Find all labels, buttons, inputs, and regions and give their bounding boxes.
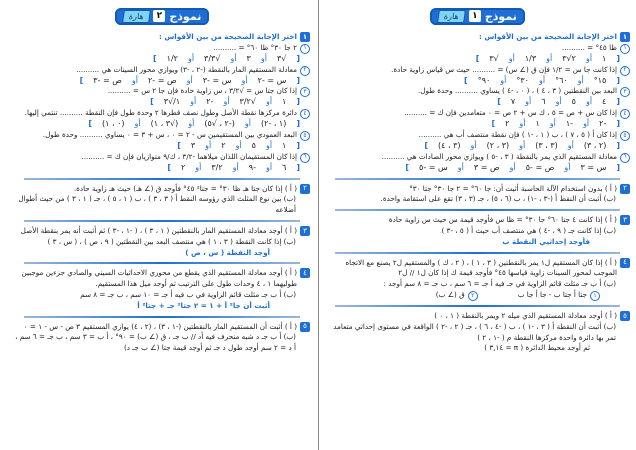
choice-list — [325, 76, 630, 87]
divider — [335, 209, 620, 211]
part-a: ( أ ) أوجد معادلة المستقيم المار بالنقطتين ( ١ ، ٣ ) ، ( -١ ، -٣ ) ثم أثبت أنه يمر بنقطة الأصل — [20, 225, 297, 235]
or-separator: أو — [546, 53, 553, 63]
or-separator: أو — [585, 53, 593, 63]
item-text: معادلة المستقيم الذي يمر بالنقطة ( ٣ ، -٥ ) ويوازي محور الصادات هي .......... — [381, 151, 617, 161]
part-b-cont: ثم أوجد محيط الدائرة ( π = ٣,١٤ ) — [484, 343, 590, 353]
or-separator: أو — [564, 162, 571, 172]
choice-option[interactable]: √٣ — [489, 53, 499, 63]
choice-option[interactable]: س = -٥ — [419, 162, 448, 172]
choice-option[interactable]: ١/√٣ — [163, 97, 181, 107]
or-separator: أو — [241, 75, 248, 85]
bracket: [ — [616, 53, 620, 63]
divider — [335, 305, 620, 307]
bracket: [ — [296, 162, 300, 172]
item-number: ٥ — [620, 131, 630, 141]
bracket: ] — [88, 119, 93, 129]
bracket: [ — [616, 162, 620, 172]
choice-option[interactable]: (√٣ ، ١) — [150, 119, 179, 129]
choice-list — [325, 141, 630, 152]
question-number: ٤ — [620, 258, 630, 268]
badge-number: ٢ — [153, 10, 165, 22]
or-separator: أو — [567, 140, 574, 150]
part-b: (ب) أ ب جـ مثلث قائم الزاوية في جـ فيه أ جـ = ٦ سم ، ب جـ = ٨ سم أوجد : — [383, 279, 616, 289]
item-number: ٣ — [620, 87, 630, 97]
mcq-list — [14, 43, 310, 174]
mcq-item — [14, 108, 310, 119]
question-number: ٤ — [300, 268, 310, 278]
or-separator: أو — [525, 97, 532, 107]
item-text: البعد بين النقطتين ( ٣ ، ٤ ) ، ( ٠ ، -٤ ) يساوي .......... وحدة طول. — [417, 86, 617, 96]
bracket: ] — [177, 140, 181, 150]
or-separator: أو — [538, 75, 546, 85]
part-b: (ب) أثبت أن النقط أ (-٣ ، -١) ، ب (٦ ، ٥) ، جـ (٣ ، ٣) تقع على استقامة واحدة. — [380, 194, 616, 204]
choice-list — [14, 76, 310, 87]
choice-option[interactable]: -٩ — [248, 162, 256, 172]
choice-option[interactable]: -١ — [565, 119, 574, 129]
or-separator: أو — [195, 162, 202, 172]
item-number: ٣ — [300, 87, 310, 97]
or-separator: أو — [190, 97, 197, 107]
choice-option[interactable]: ١ — [535, 119, 540, 129]
question-number: ٢ — [300, 184, 310, 194]
divider — [335, 178, 620, 180]
item-number: ١ — [620, 44, 630, 54]
part-b: (ب) إذا كانت جـ ( ٩ ، -٤ ) هي منتصف أب حيث أ ( ٥ ، -٣ ) — [441, 225, 616, 235]
or-separator: أو — [265, 97, 273, 107]
or-separator: أو — [549, 119, 556, 129]
or-separator: أو — [188, 119, 195, 129]
bracket: ] — [491, 119, 496, 129]
choice-option[interactable]: ١/٣ — [524, 53, 537, 63]
choice-option[interactable]: ٦٠° — [555, 75, 568, 85]
model-2-header — [14, 0, 310, 32]
or-separator: أو — [583, 119, 590, 129]
mcq-item — [325, 108, 630, 119]
item-number: ٤ — [300, 109, 310, 119]
part-b: (ب) أ ب جـ د شبه منحرف فيه أد // ب جـ ، ق (∠ ب) = ٩٠° ، أ ب = ٣ سم ، ب جـ = ٦ سم ، أ د = ٢ سم أوجد طول د جـ ثم أوجد قيمة جتا (∠ ب جـ د) — [15, 332, 296, 353]
sub-number: ٢ — [468, 291, 478, 301]
choice-list — [325, 54, 630, 65]
item-text: إذا كانت جا س = ١/٢ فإن ق (∠ س) = .......... حيث س قياس زاوية حادة. — [391, 64, 617, 74]
choice-option[interactable]: √٣ — [276, 53, 287, 63]
mcq-item — [325, 130, 630, 141]
choice-option[interactable]: ١/٢ — [166, 53, 178, 63]
bracket: ] — [475, 53, 480, 63]
or-separator: أو — [500, 75, 507, 85]
choice-list — [14, 163, 310, 174]
item-number: ٦ — [620, 153, 630, 163]
bracket: ] — [153, 53, 157, 63]
or-separator: أو — [244, 119, 251, 129]
or-separator: أو — [585, 97, 593, 107]
choice-option[interactable]: ٦ — [541, 97, 546, 107]
bracket: ] — [464, 75, 468, 85]
item-text: إذا كان المستقيمان اللذان ميلاهما -٣/٢ ، ك/٩ متوازيان فإن ك = .......... — [81, 151, 297, 161]
choice-option[interactable]: (٣ ، ٤) — [438, 140, 461, 150]
choice-option[interactable]: ١٥° — [593, 75, 607, 85]
choice-option[interactable]: ٦ — [282, 162, 287, 172]
item-number: ٥ — [300, 131, 310, 141]
choice-option[interactable]: ٢ — [505, 119, 510, 129]
part-b: (ب) بين نوع المثلث الذي رؤوسه النقط أ ( ٣ ، ٣ ) ، ب ( ١ ، ٥ ) ، جـ ( ١ ، ٣ ) من حيث أطوال أضلاعه — [18, 194, 296, 215]
choice-option[interactable]: ٣ — [246, 53, 251, 63]
question-1 — [14, 32, 310, 174]
choice-list — [14, 141, 310, 152]
bracket: [ — [296, 97, 300, 107]
bracket: ] — [405, 162, 410, 172]
part-b: (ب) أ ب جـ مثلث قائم الزاوية في ب فيه أ جـ = ١٠ سم ، ب جـ = ٨ سم — [80, 289, 296, 299]
model-1-column — [318, 0, 636, 450]
model-1-header — [325, 0, 630, 32]
badge-tag: هارة — [437, 10, 466, 23]
bracket: [ — [616, 140, 620, 150]
mcq-item — [14, 86, 310, 97]
choice-option[interactable]: -٢ — [206, 97, 214, 107]
or-separator: أو — [223, 97, 230, 107]
divider — [24, 316, 300, 318]
question-2 — [14, 184, 310, 216]
choice-option[interactable]: ٣٠° — [516, 75, 529, 85]
item-number: ٤ — [620, 109, 630, 119]
question-number: ٥ — [620, 311, 630, 321]
part-b: (ب) أثبت أن النقطة أ ( ٣ ، -١ ) ، ب ( -٤ ، ٦ ) ، جـ ( ٢ ، -٢ ) الواقعة في مستوى إحداثي متعامد تمر بها دائرة واحدة مركزها النقطة م ( -١ ، ٢ ) — [333, 321, 616, 342]
item-text: معادلة المستقيم المار بالنقطة (-٢ ، -٣) ويوازي محور السينات هي .......... — [76, 64, 297, 74]
item-number: ٢ — [620, 66, 630, 76]
bracket: ] — [79, 75, 84, 85]
choice-option[interactable]: ٩٠° — [477, 75, 491, 85]
choice-option[interactable]: ١ — [282, 140, 287, 150]
question-3 — [325, 215, 630, 247]
divider — [335, 252, 620, 254]
mcq-item — [325, 65, 630, 76]
choice-option[interactable]: ٣ — [190, 140, 196, 150]
choice-option[interactable]: س = ٣ — [580, 162, 607, 172]
bracket: ] — [167, 162, 171, 172]
sub-part-1: جتا أ جتا ب - جا أ جا ب — [517, 289, 587, 299]
part-b: (ب) إذا كانت النقطة ( ٣ ، ١ ) هي منتصف البعد بين النقطتين ( ٩ ، ص ) ، ( س ، ٣ ) — [47, 236, 296, 246]
choice-list — [14, 97, 310, 108]
choice-option[interactable]: (٣ ، ٢) — [486, 140, 510, 150]
item-text: إذا كان س + ص = ٥ ، ك س + ٢ ص = ٠ متعامدين فإن ك = .......... — [404, 108, 617, 118]
choice-option[interactable]: √٣/٣ — [204, 53, 221, 63]
mcq-item — [14, 43, 310, 54]
mcq-item — [325, 86, 630, 97]
choice-option[interactable]: -٢ — [599, 119, 607, 129]
choice-option[interactable]: (٢ ، ٣) — [583, 140, 607, 150]
bracket: ] — [424, 140, 428, 150]
badge-number: ١ — [469, 10, 481, 22]
or-separator: أو — [519, 140, 526, 150]
choice-option[interactable]: ص = -٣ — [93, 75, 122, 85]
bracket: [ — [296, 140, 300, 150]
question-heading: اختر الإجابة الصحيحة من بين الأقواس : — [158, 32, 297, 41]
sub-number: ١ — [590, 291, 600, 301]
choice-option[interactable]: (٠ ، ١) — [102, 119, 125, 129]
choice-option[interactable]: (-٢ ، √٥) — [204, 119, 235, 129]
or-separator: أو — [265, 140, 273, 150]
question-number: ٢ — [620, 184, 630, 194]
item-text: إذا كان أ ( ٥ ، ٧ ) ، ب ( ١ ، -١ ) فإن نقطة منتصف أب هي .......... — [418, 129, 617, 139]
choice-option[interactable]: ٥ — [571, 97, 576, 107]
choice-option[interactable]: ص = -٢ — [148, 75, 177, 85]
item-text: دائرة مركزها نقطة الأصل وطول نصف قطرها ٢ وحدة طول فإن النقطة .......... تنتمي إليها. — [24, 108, 297, 118]
or-separator: أو — [131, 75, 138, 85]
part-a: ( أ ) إذا كان جتا هـ ظا ٣٠° = جتا² ٤٥° فأوجد ق (∠ هـ) حيث هـ زاوية حادة. — [73, 183, 297, 193]
divider — [24, 220, 300, 222]
badge-title: نموذج — [484, 9, 517, 23]
choice-option[interactable]: ٥ — [251, 140, 256, 150]
mcq-list — [325, 43, 630, 174]
bracket: [ — [616, 97, 620, 107]
question-2 — [325, 184, 630, 206]
question-heading: اختر الإجابة الصحيحة من بين الأقواس : — [478, 32, 617, 41]
bracket: [ — [296, 53, 300, 63]
choice-option[interactable]: ٧ — [510, 97, 516, 107]
question-1 — [325, 32, 630, 174]
or-separator: أو — [509, 162, 516, 172]
question-number: ١ — [620, 32, 630, 42]
bracket: ] — [497, 97, 501, 107]
choice-option[interactable]: ١ — [602, 53, 607, 63]
choice-option[interactable]: ص = ٣ — [473, 162, 500, 172]
or-separator: أو — [232, 162, 239, 172]
bracket: [ — [616, 119, 620, 129]
or-separator: أو — [519, 119, 526, 129]
part-a: ( أ ) بدون استخدام الآلة الحاسبة أثبت أن: جا ٦٠° = ٢ جا ٣٠° جتا ٣٠° — [409, 183, 617, 193]
or-separator: أو — [577, 75, 584, 85]
choice-option[interactable]: ٤ — [602, 97, 607, 107]
badge-title: نموذج — [169, 9, 202, 23]
choice-option[interactable]: ٣/٢ — [211, 162, 223, 172]
divider — [24, 178, 300, 180]
part-b-cont: أوجد النقطة ( س ، ص ) — [185, 247, 270, 257]
choice-list — [14, 119, 310, 130]
choice-option[interactable]: (٣ ، ٣) — [535, 140, 558, 150]
choice-list — [325, 119, 630, 130]
part-a: ( أ ) أثبت أن المستقيم المار بالنقطتين (-١ ، ٣) ، (٢ ، ٤) يوازي المستقيم ٣ ص - س - ١ = ٠ — [23, 321, 297, 331]
model-badge — [430, 8, 525, 25]
part-a: ( أ ) إذا كانت ٤ جتا ٦٠° جا ٣٠° = ظا س فأوجد قيمة س حيث س زاوية حادة — [388, 215, 617, 225]
mcq-item — [325, 43, 630, 54]
or-separator: أو — [235, 140, 242, 150]
or-separator: أو — [555, 97, 562, 107]
item-text: ٢ جا ٣٠° ظا ٦٠° = .......... — [213, 42, 297, 52]
question-5 — [14, 322, 310, 354]
or-separator: أو — [186, 75, 193, 85]
mcq-item — [14, 65, 310, 76]
choice-list — [325, 97, 630, 108]
part-a: ( أ ) أوجد معادلة المستقيم الذي يقطع من محوري الاحداثيات السيني والصادي جزءين موجبين طوليهما ١ ، ٤ وحدات طول على الترتيب ثم أوجد ميل هذا المستقيم. — [21, 268, 297, 289]
or-separator: أو — [470, 140, 477, 150]
part-b-cont: فأوجد إحداثيي النقطة ب — [502, 236, 590, 246]
choice-option[interactable]: ٢ — [180, 162, 186, 172]
or-separator: أو — [134, 119, 141, 129]
question-number: ٥ — [300, 322, 310, 332]
choice-option[interactable]: س = -٢ — [257, 75, 287, 85]
question-4 — [14, 268, 310, 311]
part-b-cont: أثبت أن جا² أ + ١ = ٢ جتا² جـ + جتا² أ — [137, 300, 270, 310]
bracket: ] — [150, 97, 154, 107]
mcq-item — [325, 152, 630, 163]
sub-part-2: ق (∠ ب) — [435, 289, 465, 299]
question-4 — [325, 258, 630, 301]
item-text: ظا ٤٥° = .......... — [562, 42, 617, 52]
or-separator: أو — [457, 162, 464, 172]
mcq-item — [14, 130, 310, 141]
item-number: ٢ — [300, 66, 310, 76]
choice-option[interactable]: √٣/٢ — [239, 97, 256, 107]
bracket: [ — [296, 75, 300, 85]
choice-option[interactable]: ص = -٥ — [525, 162, 555, 172]
bracket: [ — [616, 75, 620, 85]
question-number: ٣ — [620, 215, 630, 225]
choice-list — [325, 163, 630, 174]
question-5 — [325, 311, 630, 354]
choice-option[interactable]: ١ — [282, 97, 287, 107]
question-number: ٣ — [300, 226, 310, 236]
question-number: ١ — [300, 32, 310, 42]
choice-option[interactable]: ٢ — [221, 140, 226, 150]
choice-list — [14, 54, 310, 65]
part-a: ( أ ) أوجد معادلة المستقيم الذي ميله ٢ ويمر بالنقطة ( ١ ، ٠ ) — [434, 310, 617, 320]
item-number: ٦ — [300, 153, 310, 163]
mcq-item — [14, 152, 310, 163]
badge-tag: هارة — [122, 10, 151, 23]
choice-option[interactable]: س = -٣ — [202, 75, 232, 85]
item-text: البعد العمودي بين المستقيمين س - ٢ = ٠ ، س + ٣ = ٠ يساوي .......... وحدة طول. — [42, 129, 297, 139]
question-3 — [14, 226, 310, 258]
or-separator: أو — [205, 140, 212, 150]
choice-option[interactable]: ٢√٣ — [562, 53, 576, 63]
item-text: إذا كان جتا س = √٣/٢ ، س زاوية حادة فإن جا ٢ س = .......... — [107, 86, 297, 96]
choice-option[interactable]: (١ ، -٢) — [260, 119, 287, 129]
or-separator: أو — [230, 53, 237, 63]
bracket: [ — [296, 119, 300, 129]
model-badge — [115, 8, 210, 25]
or-separator: أو — [265, 162, 273, 172]
or-separator: أو — [508, 53, 515, 63]
part-a: ( أ ) إذا كان المستقيم ل١ يمر بالنقطتين ( ٣ ، ١ ) ، ( ٢ ، ك ) والمستقيم ل٢ يصنع مع الاتجاه الموجب لمحور السينات زاوية قياسها ٤٥° فأوجد قيمة ك إذا كان ل١ // ل٢ — [345, 257, 617, 278]
item-number: ١ — [300, 44, 310, 54]
or-separator: أو — [187, 53, 195, 63]
or-separator: أو — [260, 53, 267, 63]
divider — [24, 262, 300, 264]
